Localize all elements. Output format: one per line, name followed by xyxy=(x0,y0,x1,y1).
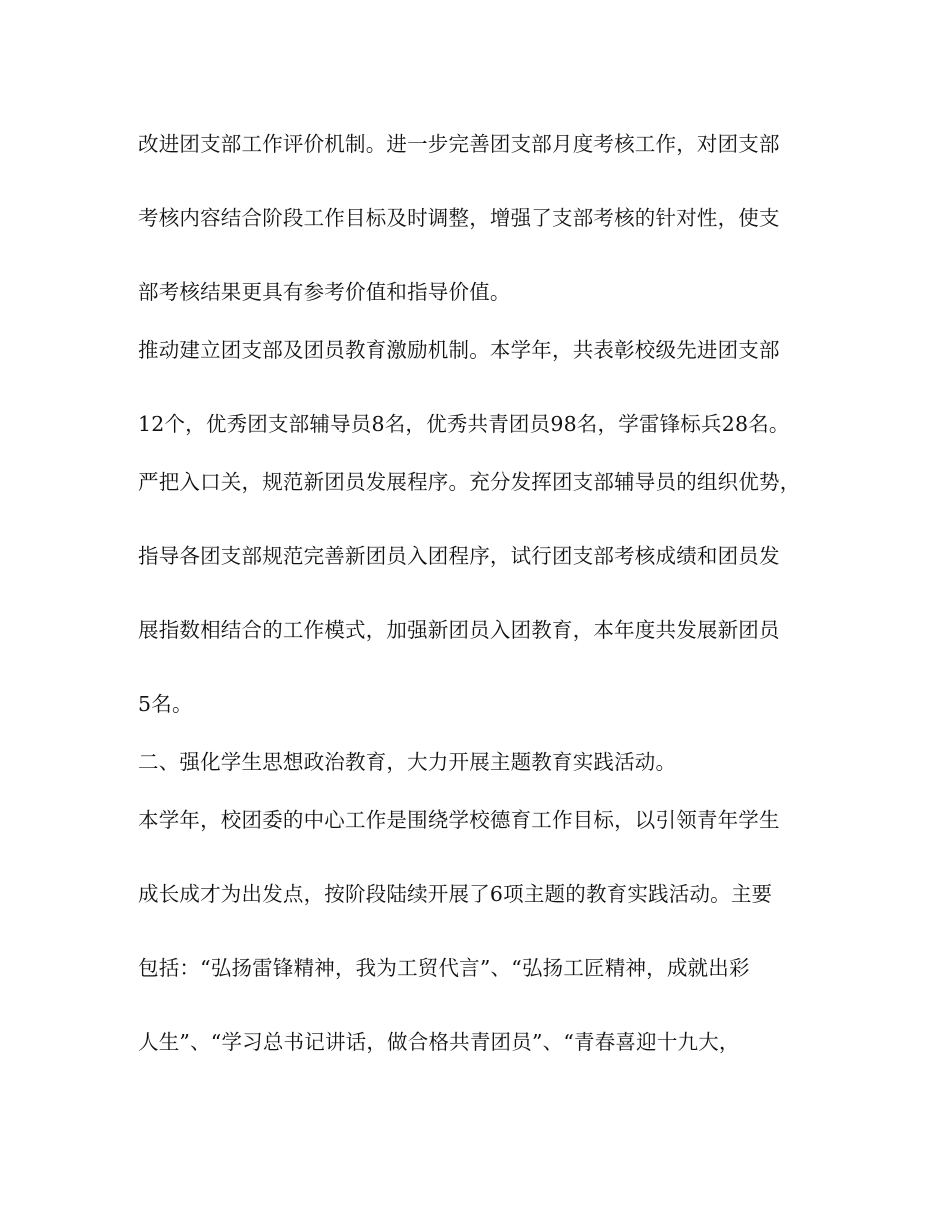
text-line: 指导各团支部规范完善新团员入团程序，试行团支部考核成绩和团员发 xyxy=(138,544,780,568)
text-line: 严把入口关，规范新团员发展程序。充分发挥团支部辅导员的组织优势， xyxy=(138,470,801,494)
text-line: 包括：“弘扬雷锋精神，我为工贸代言”、“弘扬工匠精神，成就出彩 xyxy=(138,956,750,980)
text-line: 5名。 xyxy=(138,692,193,716)
text-line: 考核内容结合阶段工作目标及时调整，增强了支部考核的针对性，使支 xyxy=(138,206,780,230)
text-line: 改进团支部工作评价机制。进一步完善团支部月度考核工作，对团支部 xyxy=(138,132,780,156)
text-line: 成长成才为出发点，按阶段陆续开展了6项主题的教育实践活动。主要 xyxy=(138,882,773,906)
text-line: 推动建立团支部及团员教育激励机制。本学年，共表彰校级先进团支部 xyxy=(138,338,780,362)
text-line: 本学年，校团委的中心工作是围绕学校德育工作目标，以引领青年学生 xyxy=(138,808,780,832)
text-line: 部考核结果更具有参考价值和指导价值。 xyxy=(138,280,511,304)
text-line: 展指数相结合的工作模式，加强新团员入团教育，本年度共发展新团员 xyxy=(138,618,780,642)
text-line: 12个，优秀团支部辅导员8名，优秀共青团员98名，学雷锋标兵28名。 xyxy=(138,412,790,436)
section-heading: 二、强化学生思想政治教育，大力开展主题教育实践活动。 xyxy=(138,750,677,774)
text-line: 人生”、“学习总书记讲话，做合格共青团员”、“青春喜迎十九大， xyxy=(138,1030,740,1054)
